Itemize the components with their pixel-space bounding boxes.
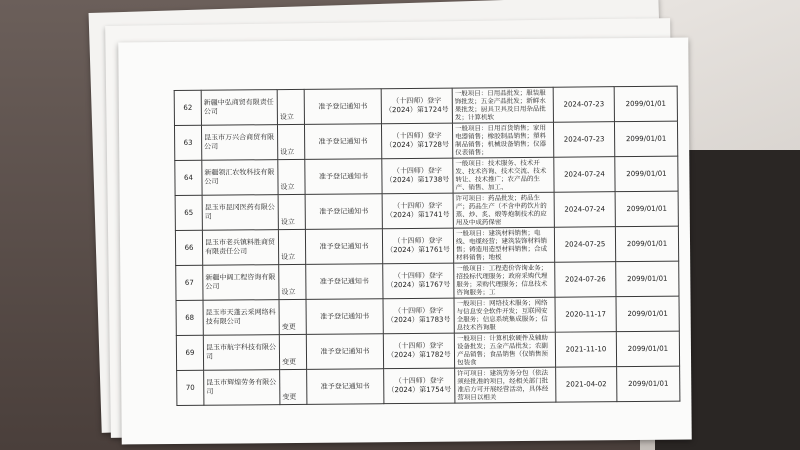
business-scope: 一般项目：技术服务、技术开发、技术咨询、技术交流、技术转让、技术推广；农产品的生产、销售、加工、 <box>453 157 554 193</box>
registration-table <box>174 86 681 406</box>
expiry-date: 2099/01/01 <box>615 191 678 227</box>
row-number: 62 <box>174 90 201 125</box>
company-name: 昆玉市航宇科技有限公司 <box>203 335 279 371</box>
table-row <box>176 261 679 300</box>
registration-type: 设立 <box>279 264 306 299</box>
table-row <box>176 296 679 335</box>
registration-number: （十四师）登字（2024）第1783号 <box>383 298 454 334</box>
issue-date: 2024-07-26 <box>555 262 616 298</box>
registration-type: 变更 <box>279 299 306 334</box>
registration-type: 设立 <box>278 159 305 194</box>
notice-type: 准予登记通知书 <box>306 299 383 335</box>
registration-type: 设立 <box>277 124 304 159</box>
expiry-date: 2099/01/01 <box>617 366 680 402</box>
expiry-date: 2099/01/01 <box>616 331 679 367</box>
table-row <box>174 121 677 160</box>
paper-sheet <box>118 38 691 445</box>
business-scope: 许可项目：建筑劳务分包（依法须经批准的项目，经相关部门批准后方可开展经营活动，具体经营项目以相关 <box>455 367 556 403</box>
expiry-date: 2099/01/01 <box>615 226 678 262</box>
registration-number: （十四师）登字（2024）第1782号 <box>383 333 454 369</box>
row-number: 67 <box>176 265 203 300</box>
row-number: 68 <box>176 300 203 335</box>
registration-type: 变更 <box>279 334 306 369</box>
issue-date: 2024-07-23 <box>553 122 614 158</box>
registration-number: （十四师）登字（2024）第1738号 <box>382 158 453 194</box>
registration-number: （十四师）登字（2024）第1724号 <box>381 88 452 124</box>
registration-number: （十四师）登字（2024）第1728号 <box>381 123 452 159</box>
issue-date: 2024-07-24 <box>554 192 615 228</box>
row-number: 69 <box>176 335 203 370</box>
row-number: 70 <box>177 370 204 405</box>
table-row <box>175 191 678 230</box>
company-name: 昆玉市辉煌劳务有限公司 <box>204 370 280 406</box>
table-row <box>174 86 677 125</box>
registration-type: 设立 <box>278 229 305 264</box>
notice-type: 准予登记通知书 <box>305 194 382 230</box>
row-number: 64 <box>175 160 202 195</box>
business-scope: 一般项目：日用品批发；服装服饰批发；五金产品批发；新鲜水果批发；厨具卫具及日用杂品批发；计算机软 <box>452 87 553 123</box>
row-number: 63 <box>174 125 201 160</box>
expiry-date: 2099/01/01 <box>614 86 677 122</box>
registration-number: （十四师）登字（2024）第1761号 <box>382 228 453 264</box>
registration-type: 变更 <box>280 369 307 404</box>
issue-date: 2024-07-25 <box>554 227 615 263</box>
registration-table-body <box>174 86 680 405</box>
business-scope: 一般项目：工程造价咨询业务；招投标代理服务；政府采购代理服务；采购代理服务；信息技术咨询服务；工 <box>454 262 555 298</box>
notice-type: 准予登记通知书 <box>307 369 384 405</box>
issue-date: 2021-11-10 <box>555 332 616 368</box>
business-scope: 一般项目：建筑材料销售；电线、电缆经营；建筑装饰材料销售；铸造用造型材料销售；合成材料销售；地板 <box>453 227 554 263</box>
notice-type: 准予登记通知书 <box>306 264 383 300</box>
notice-type: 准予登记通知书 <box>305 229 382 265</box>
issue-date: 2021-04-02 <box>556 367 617 403</box>
registration-number: （十四师）登字（2024）第1754号 <box>384 368 455 404</box>
registration-type: 设立 <box>278 194 305 229</box>
expiry-date: 2099/01/01 <box>616 261 679 297</box>
registration-number: （十四师）登字（2024）第1767号 <box>383 263 454 299</box>
company-name: 昆玉市万兴合商贸有限公司 <box>201 125 277 161</box>
business-scope: 一般项目：计算机软硬件及辅助设备批发；五金产品批发；农副产品销售；食品销售（仅销售预包装食 <box>454 332 555 368</box>
notice-type: 准予登记通知书 <box>306 334 383 370</box>
company-name: 昆玉市老兵镇料胜商贸有限责任公司 <box>202 230 278 266</box>
registration-type: 设立 <box>277 89 304 124</box>
issue-date: 2024-07-24 <box>554 157 615 193</box>
business-scope: 一般项目：网络技术服务；网络与信息安全软件开发；互联网安全服务；信息系统集成服务；信息技术咨询服 <box>454 297 555 333</box>
table-row <box>176 331 679 370</box>
business-scope: 一般项目：日用百货销售；家用电器销售；橡胶制品销售；塑料制品销售；机械设备销售；仪器仪表销售； <box>452 122 553 158</box>
expiry-date: 2099/01/01 <box>614 121 677 157</box>
issue-date: 2020-11-17 <box>555 297 616 333</box>
issue-date: 2024-07-23 <box>553 87 614 123</box>
expiry-date: 2099/01/01 <box>615 156 678 192</box>
company-name: 新疆领汇农牧科技有限公司 <box>202 160 278 196</box>
notice-type: 准予登记通知书 <box>304 124 381 160</box>
registration-number: （十四师）登字（2024）第1741号 <box>382 193 453 229</box>
company-name: 新疆中弘商贸有限责任公司 <box>201 90 277 126</box>
notice-type: 准予登记通知书 <box>304 89 381 125</box>
table-row <box>175 156 678 195</box>
company-name: 昆玉市天蓬云采网络科技有限公司 <box>203 300 279 336</box>
business-scope: 许可项目：药品批发；药品生产；药品生产（不含中药饮片的蒸、炒、炙、煅等炮制技术的应用及中成药保密 <box>453 192 554 228</box>
expiry-date: 2099/01/01 <box>616 296 679 332</box>
row-number: 65 <box>175 195 202 230</box>
company-name: 昆玉市昆冈医药有限公司 <box>202 195 278 231</box>
row-number: 66 <box>175 230 202 265</box>
company-name: 新疆中阔工程咨询有限公司 <box>203 265 279 301</box>
table-row <box>177 366 680 405</box>
notice-type: 准予登记通知书 <box>305 159 382 195</box>
table-row <box>175 226 678 265</box>
